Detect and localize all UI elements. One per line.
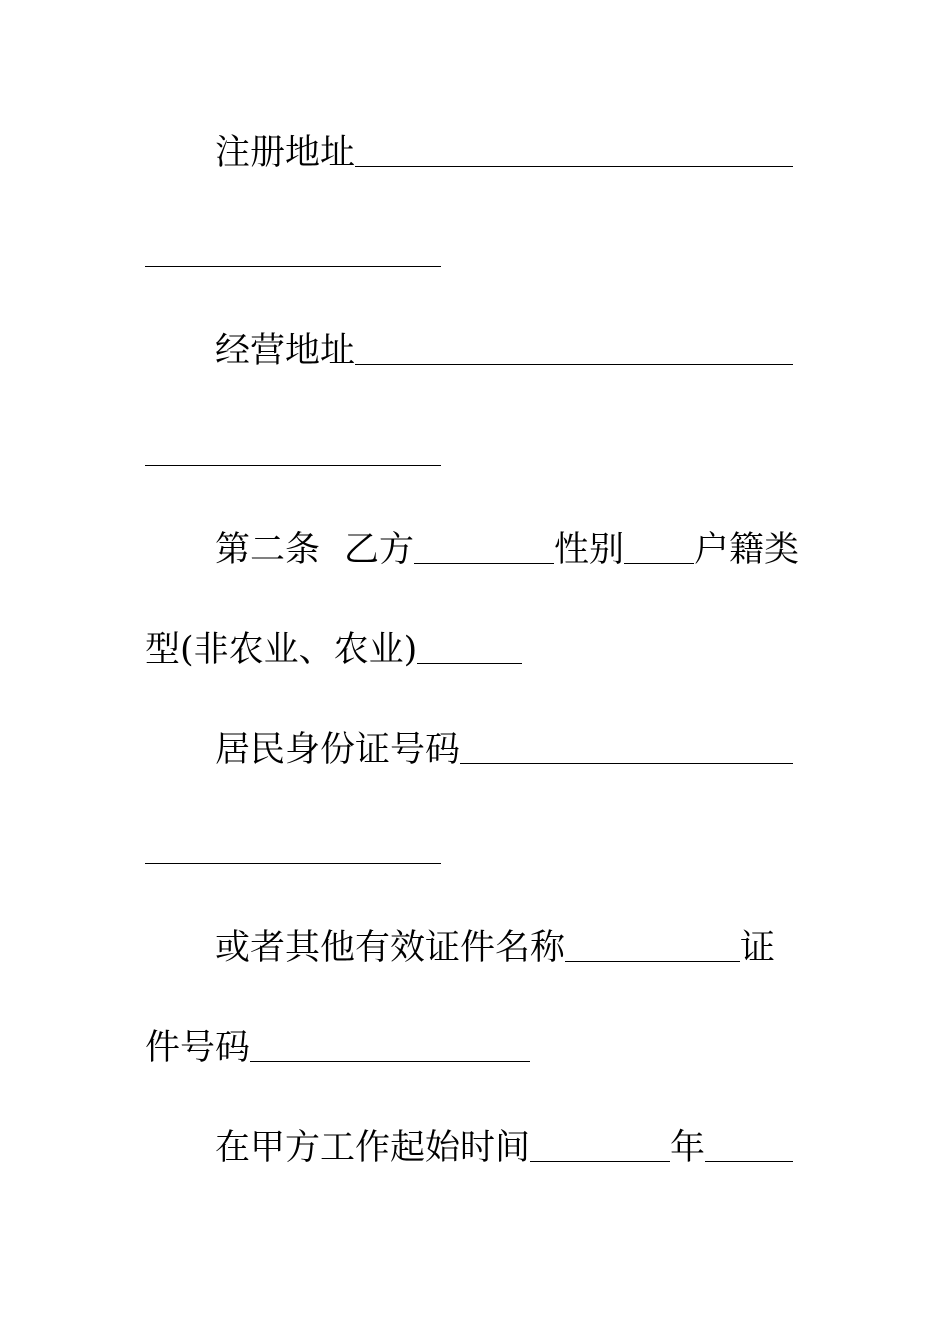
start-month-blank[interactable] bbox=[705, 1133, 793, 1162]
cert-number-blank[interactable] bbox=[250, 1033, 530, 1062]
household-type-label-continued: 型(非农业、农业) bbox=[145, 630, 418, 670]
party-b-label: 乙方 bbox=[344, 530, 415, 570]
cert-number-row bbox=[145, 1028, 530, 1068]
other-cert-label: 或者其他有效证件名称 bbox=[215, 928, 566, 968]
start-time-row bbox=[215, 1128, 793, 1168]
gender-label: 性别 bbox=[554, 530, 625, 570]
id-number-label: 居民身份证号码 bbox=[215, 730, 461, 770]
business-address-label: 经营地址 bbox=[215, 331, 356, 371]
year-label: 年 bbox=[670, 1128, 706, 1168]
cert-label: 证 bbox=[740, 928, 776, 968]
gender-blank[interactable] bbox=[624, 535, 694, 564]
id-number-row bbox=[215, 730, 793, 770]
registered-address-blank-continued[interactable] bbox=[145, 266, 441, 267]
cert-number-label: 件号码 bbox=[145, 1028, 251, 1068]
business-address-blank-continued[interactable] bbox=[145, 465, 441, 466]
registered-address-blank[interactable] bbox=[355, 138, 793, 167]
registered-address-row bbox=[215, 133, 793, 173]
party-b-name-blank[interactable] bbox=[414, 535, 554, 564]
registered-address-label: 注册地址 bbox=[215, 133, 356, 173]
business-address-blank[interactable] bbox=[355, 336, 793, 365]
article-two-row bbox=[215, 530, 799, 570]
household-type-label: 户籍类 bbox=[694, 530, 800, 570]
household-type-row bbox=[145, 630, 522, 670]
id-number-blank-continued[interactable] bbox=[145, 863, 441, 864]
start-year-blank[interactable] bbox=[530, 1133, 670, 1162]
household-type-blank[interactable] bbox=[417, 635, 522, 664]
article-two-label: 第二条 bbox=[215, 530, 321, 570]
start-time-label: 在甲方工作起始时间 bbox=[215, 1128, 531, 1168]
business-address-row bbox=[215, 331, 793, 371]
other-cert-name-blank[interactable] bbox=[565, 933, 740, 962]
other-cert-row bbox=[215, 928, 775, 968]
id-number-blank[interactable] bbox=[460, 735, 793, 764]
